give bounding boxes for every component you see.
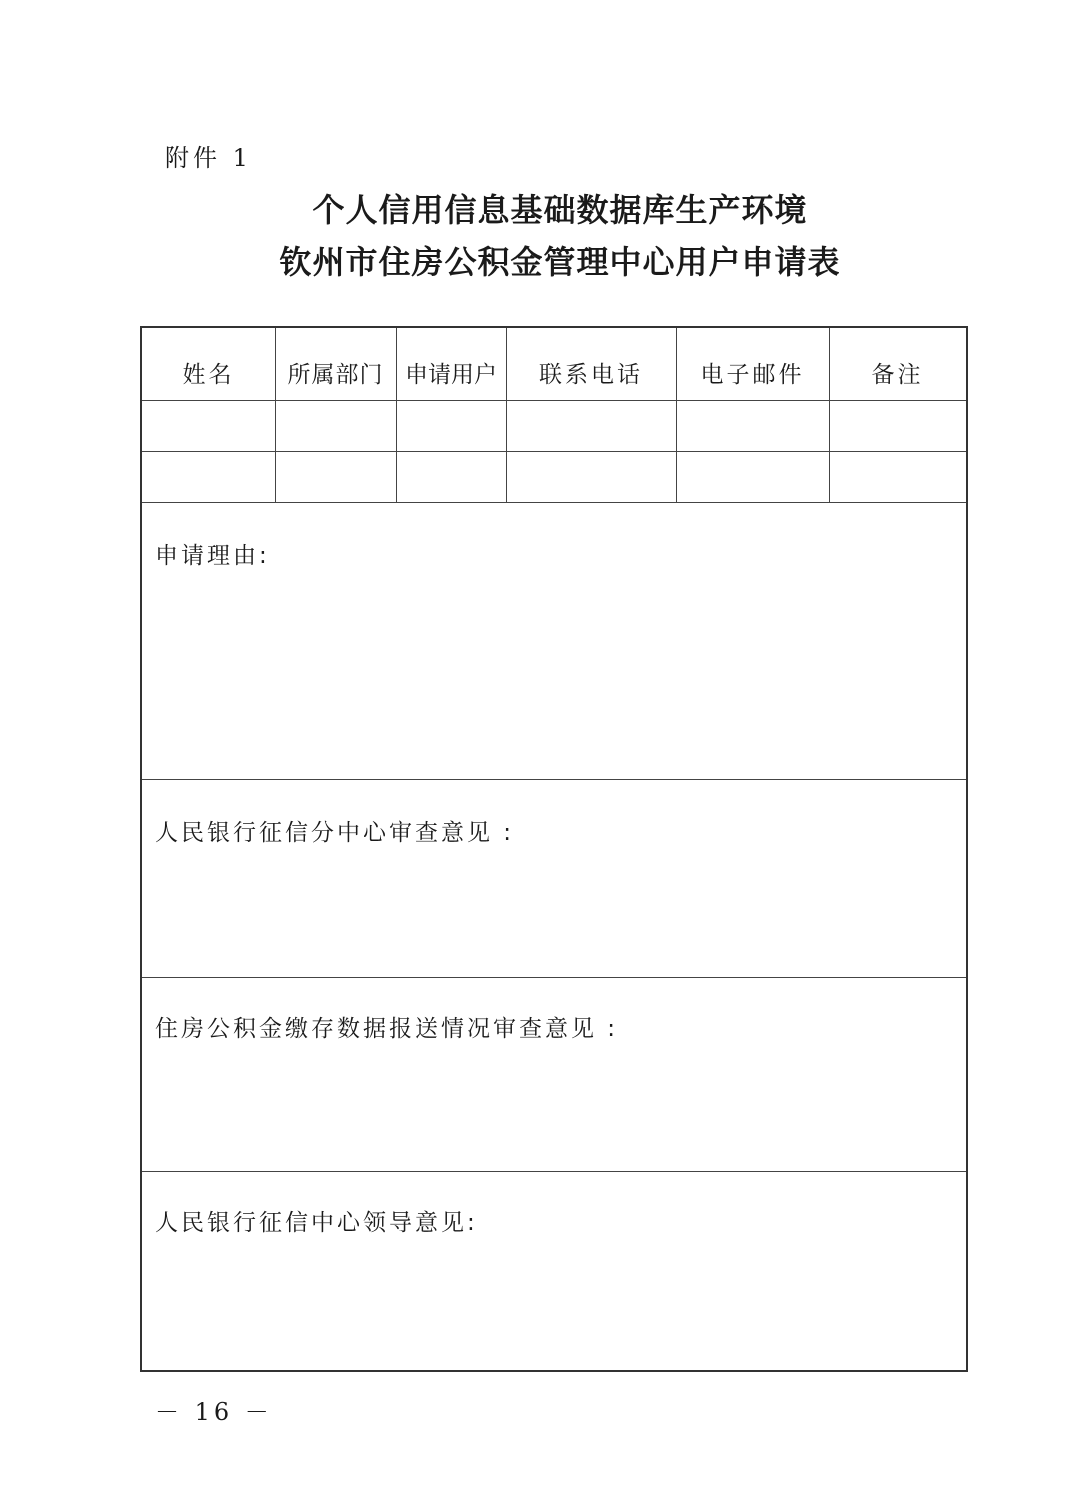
section-label: 申请理由: — [155, 543, 270, 569]
attachment-label: 附件 1 — [165, 144, 252, 172]
header-user: 申请用户 — [405, 362, 497, 388]
header-name: 姓名 — [182, 362, 235, 388]
column-divider — [676, 328, 677, 503]
table-row — [142, 401, 966, 452]
column-divider — [396, 328, 397, 503]
table-row — [142, 452, 966, 503]
section-branch-review — [142, 780, 966, 978]
section-label: 人民银行征信中心领导意见: — [155, 1210, 478, 1236]
header-department: 所属部门 — [287, 362, 384, 388]
form-title-line2: 钦州市住房公积金管理中心用户申请表 — [279, 243, 841, 281]
column-divider — [506, 328, 507, 503]
section-label: 住房公积金缴存数据报送情况审查意见 : — [155, 1016, 619, 1042]
form-title-line1: 个人信用信息基础数据库生产环境 — [312, 191, 808, 229]
section-application-reason — [142, 503, 966, 780]
table-header-row — [142, 328, 966, 401]
application-form-table — [140, 326, 968, 1372]
section-leader-opinion — [142, 1172, 966, 1370]
column-divider — [275, 328, 276, 503]
header-email: 电子邮件 — [700, 362, 805, 388]
header-phone: 联系电话 — [539, 362, 643, 388]
page-number: － 16 － — [155, 1398, 273, 1426]
header-remarks: 备注 — [871, 362, 924, 388]
section-data-review — [142, 978, 966, 1172]
section-label: 人民银行征信分中心审查意见 : — [155, 820, 515, 846]
column-divider — [829, 328, 830, 503]
